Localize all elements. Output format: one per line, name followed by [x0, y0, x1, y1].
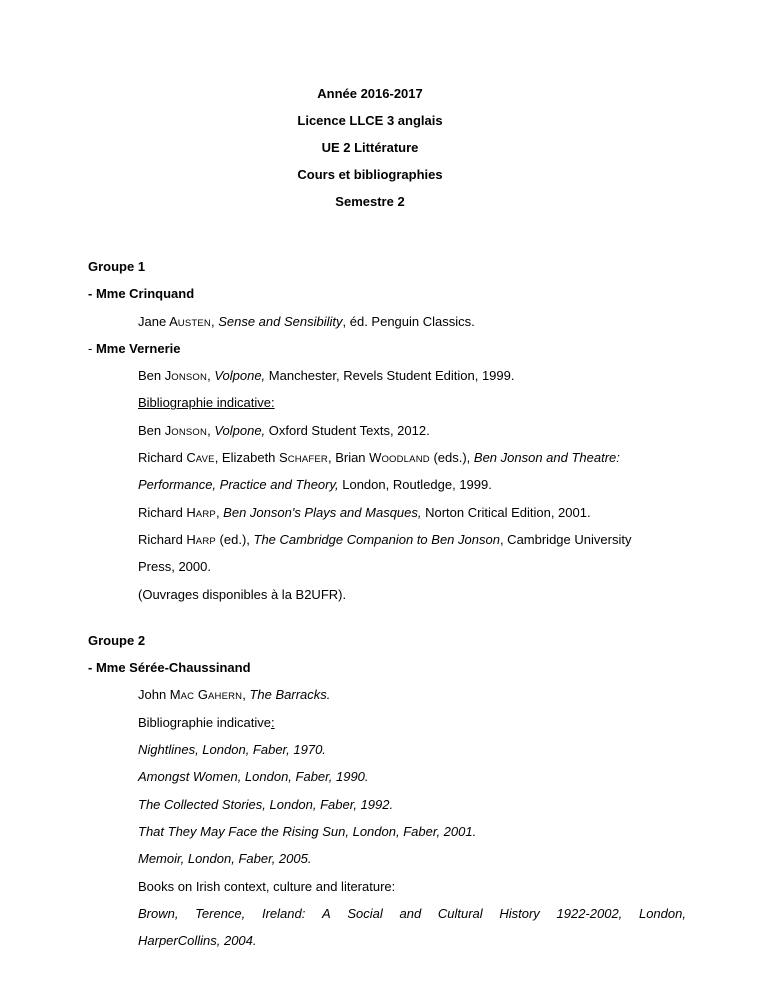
unit-title: UE 2 Littérature [321, 140, 419, 155]
semester-title: Semestre 2 [335, 194, 405, 209]
work-entry: The Collected Stories, London, Faber, 1992. [138, 796, 394, 812]
academic-year: Année 2016-2017 [317, 86, 423, 101]
program-title: Licence LLCE 3 anglais [297, 113, 443, 128]
group1-heading: Groupe 1 [88, 259, 146, 274]
seree-bibliography-label: Bibliographie indicative: [138, 714, 275, 730]
context-entry-continued: HarperCollins, 2004. [138, 933, 257, 949]
context-label: Books on Irish context, culture and literature: [138, 878, 396, 894]
bibliography-entry-continued: Performance, Practice and Theory, London, Routledge, 1999. [138, 477, 492, 493]
bibliography-entry: Richard HARP (ed.), The Cambridge Companion to Ben Jonson, Cambridge University [138, 531, 632, 547]
work-entry: Memoir, London, Faber, 2005. [138, 851, 312, 867]
document-header [0, 84, 740, 219]
bibliography-entry-continued: Press, 2000. [138, 559, 211, 575]
teacher-seree-chaussinand: - Mme Sérée-Chaussinand [88, 660, 251, 676]
seree-main-reading: John MAC GAHERN, The Barracks. [138, 687, 331, 703]
group2-heading: Groupe 2 [88, 632, 146, 648]
crinquand-reading: Jane AUSTEN, Sense and Sensibility, éd. Penguin Classics. [138, 313, 475, 329]
bibliography-entry: Richard CAVE, Elizabeth SCHAFER, Brian WOODLAND (eds.), Ben Jonson and Theatre: [138, 450, 620, 466]
work-entry: Nightlines, London, Faber, 1970. [138, 742, 326, 758]
context-entry: Brown, Terence, Ireland: A Social and Cultural History 1922-2002, London, [138, 905, 686, 921]
work-entry: Amongst Women, London, Faber, 1990. [138, 769, 369, 785]
document-body [88, 257, 688, 958]
subject-title: Cours et bibliographies [297, 167, 443, 182]
teacher-vernerie: - Mme Vernerie [88, 340, 181, 356]
bibliography-entry: Ben JONSON, Volpone, Oxford Student Texts, 2012. [138, 422, 430, 438]
availability-note: (Ouvrages disponibles à la B2UFR). [138, 586, 347, 602]
vernerie-main-reading: Ben JONSON, Volpone, Manchester, Revels Student Edition, 1999. [138, 368, 515, 384]
teacher-crinquand: - Mme Crinquand [88, 286, 195, 302]
bibliography-entry: Richard HARP, Ben Jonson's Plays and Masques, Norton Critical Edition, 2001. [138, 504, 591, 520]
work-entry: That They May Face the Rising Sun, London, Faber, 2001. [138, 823, 477, 839]
vernerie-bibliography-label: Bibliographie indicative: [138, 395, 275, 411]
